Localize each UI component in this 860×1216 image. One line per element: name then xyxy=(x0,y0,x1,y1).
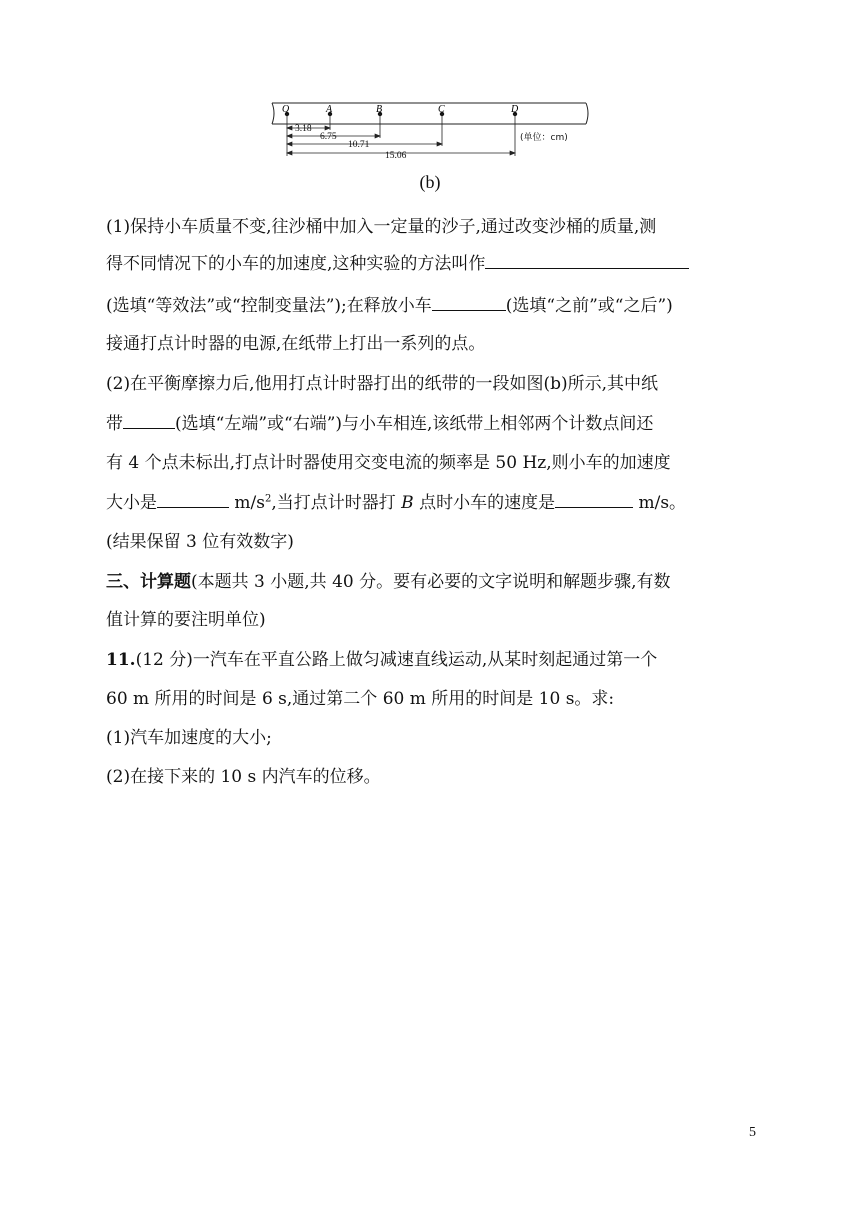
question-11-part-1: (1)汽车加速度的大小; xyxy=(106,728,272,748)
text-line-1: (1)保持小车质量不变,往沙桶中加入一定量的沙子,通过改变沙桶的质量,测 xyxy=(106,217,657,237)
text-line-8 xyxy=(106,488,686,513)
question-11-line-2: 60 m 所用的时间是 6 s,通过第二个 60 m 所用的时间是 10 s。求: xyxy=(106,689,615,709)
text-line-9: (结果保留 3 位有效数字) xyxy=(106,532,294,552)
figure-caption: (b) xyxy=(419,172,441,192)
answer-blank-end xyxy=(123,412,175,429)
point-B-label: B xyxy=(401,493,414,513)
svg-text:O: O xyxy=(282,104,290,115)
text-span: m/s xyxy=(229,493,265,513)
text-span: (选填“之前”或“之后”) xyxy=(505,296,673,316)
tape-point-A xyxy=(325,104,333,130)
distance-label-OD: 15.06 xyxy=(385,151,407,161)
text-span: 带 xyxy=(106,414,123,434)
answer-blank-method xyxy=(485,252,689,269)
svg-text:A: A xyxy=(326,104,333,115)
text-line-7: 有 4 个点未标出,打点计时器使用交变电流的频率是 50 Hz,则小车的加速度 xyxy=(106,453,671,473)
tape-right-edge xyxy=(586,103,588,124)
svg-text:B: B xyxy=(376,104,383,115)
question-11-part-2: (2)在接下来的 10 s 内汽车的位移。 xyxy=(106,767,381,787)
question-number: 11. xyxy=(106,650,136,670)
text-line-4: 接通打点计时器的电源,在纸带上打出一系列的点。 xyxy=(106,334,486,354)
tape-left-edge xyxy=(272,103,274,124)
text-span: (选填“等效法”或“控制变量法”);在释放小车 xyxy=(106,296,432,316)
section-title: 三、计算题 xyxy=(106,572,191,592)
tape-point-D xyxy=(510,104,519,156)
question-11-line-1 xyxy=(106,645,657,670)
svg-text:D: D xyxy=(511,104,519,115)
answer-blank-acceleration xyxy=(157,491,229,508)
section-heading xyxy=(106,567,671,592)
text-line-5: (2)在平衡摩擦力后,他用打点计时器打出的纸带的一段如图(b)所示,其中纸 xyxy=(106,374,659,394)
svg-text:C: C xyxy=(438,104,445,115)
tape-point-C xyxy=(438,104,445,146)
distance-label-OA: 3.18 xyxy=(295,124,312,134)
answer-blank-velocity xyxy=(555,491,633,508)
text-span: (12 分)一汽车在平直公路上做匀减速直线运动,从某时刻起通过第一个 xyxy=(135,650,658,670)
text-line-6 xyxy=(106,409,653,434)
unit-note: (单位：cm) xyxy=(520,133,568,143)
text-span: 大小是 xyxy=(106,493,157,513)
distance-label-OC: 10.71 xyxy=(348,140,370,150)
text-span: 点时小车的速度是 xyxy=(413,493,556,513)
section-description: (本题共 3 小题,共 40 分。要有必要的文字说明和解题步骤,有数 xyxy=(191,572,671,592)
text-span: m/s。 xyxy=(633,493,687,513)
tape-point-B xyxy=(376,104,382,138)
tape-point-O xyxy=(282,104,289,156)
page-number: 5 xyxy=(749,1125,756,1140)
text-span: ,当打点计时器打 xyxy=(271,493,402,513)
paper-tape-diagram xyxy=(262,98,592,170)
text-line-2 xyxy=(106,249,689,274)
distance-label-OB: 6.75 xyxy=(320,132,337,142)
superscript: 2 xyxy=(264,493,272,505)
section-description-line-2: 值计算的要注明单位) xyxy=(106,610,266,630)
text-span: 得不同情况下的小车的加速度,这种实验的方法叫作 xyxy=(106,254,486,274)
answer-blank-timing xyxy=(432,294,506,311)
text-span: (选填“左端”或“右端”)与小车相连,该纸带上相邻两个计数点间还 xyxy=(175,414,654,434)
text-line-3 xyxy=(106,291,673,316)
